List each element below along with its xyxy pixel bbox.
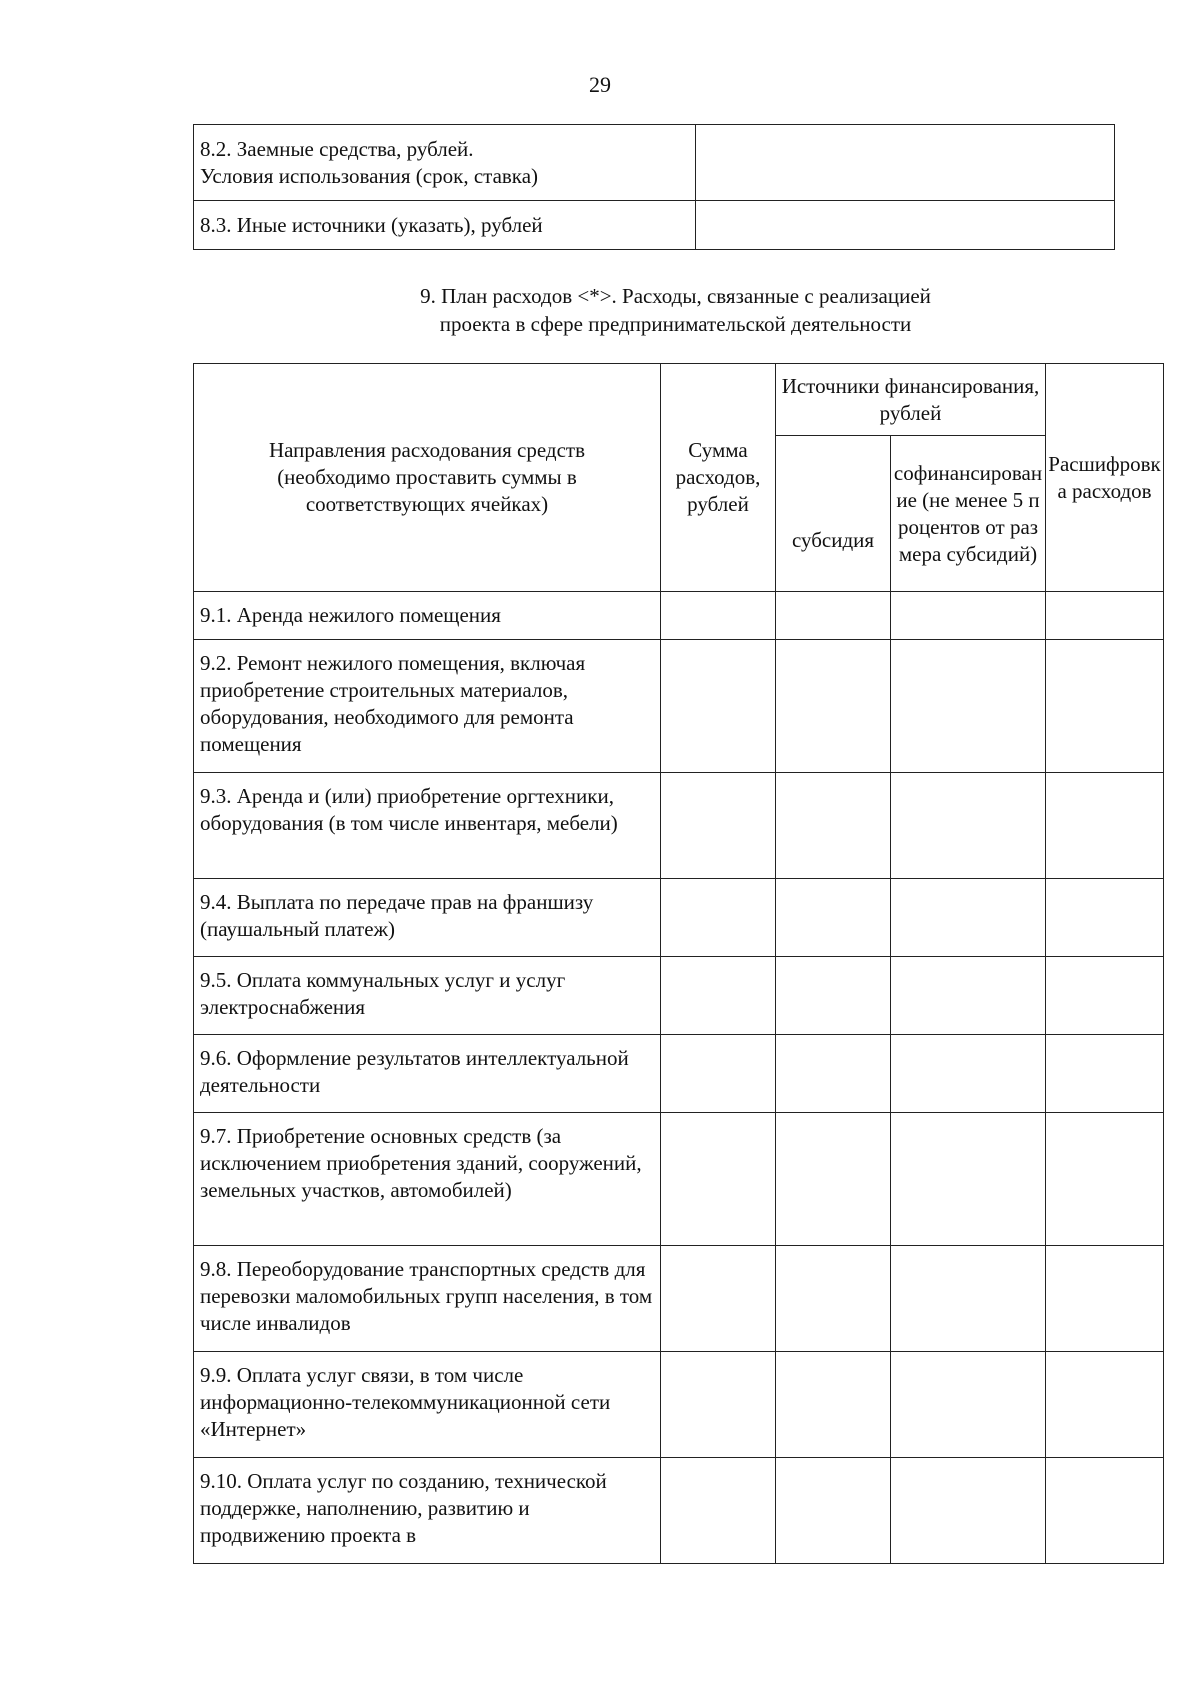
header-directions: Направления расходования средств (необходимо проставить суммы в соответствующих ячейках) [194,364,661,592]
breakdown-cell[interactable] [1046,1035,1164,1113]
sum-cell[interactable] [661,592,776,640]
expense-direction-label: 9.9. Оплата услуг связи, в том числе информационно-телекоммуникационной сети «Интернет» [194,1352,661,1458]
cofinancing-cell[interactable] [891,957,1046,1035]
sum-cell[interactable] [661,1246,776,1352]
section-title [193,282,1158,338]
section-title-line: 9. План расходов <*>. Расходы, связанные с реализацией [420,284,931,308]
sum-cell[interactable] [661,879,776,957]
breakdown-cell[interactable] [1046,592,1164,640]
page-number: 29 [589,72,611,97]
row-label-line: 8.2. Заемные средства, рублей. [200,136,474,161]
subsidy-cell[interactable] [776,773,891,879]
breakdown-cell[interactable] [1046,1458,1164,1564]
row-label-line: Условия использования (срок, ставка) [200,163,539,188]
cofinancing-cell[interactable] [891,592,1046,640]
cofinancing-cell[interactable] [891,1458,1046,1564]
sum-cell[interactable] [661,957,776,1035]
breakdown-cell[interactable] [1046,640,1164,773]
header-breakdown: Расшифровка расходов [1046,364,1164,592]
table-row [194,1113,1164,1246]
sum-cell[interactable] [661,1035,776,1113]
subsidy-cell[interactable] [776,1458,891,1564]
table-row [194,592,1164,640]
expense-direction-label: 9.1. Аренда нежилого помещения [194,592,661,640]
header-funding: Источники финансирования, рублей [776,364,1046,436]
expense-direction-label: 9.6. Оформление результатов интеллектуальной деятельности [194,1035,661,1113]
value-cell[interactable] [696,125,1115,201]
table-row [194,125,1115,201]
header-cofinancing: софинансирование (не менее 5 процентов от размера субсидий) [891,436,1046,592]
header-row [194,364,1164,436]
breakdown-cell[interactable] [1046,773,1164,879]
table-row [194,640,1164,773]
table-row [194,957,1164,1035]
breakdown-cell[interactable] [1046,957,1164,1035]
table-row [194,1352,1164,1458]
value-cell[interactable] [696,201,1115,250]
subsidy-cell[interactable] [776,1035,891,1113]
table-row [194,773,1164,879]
breakdown-cell[interactable] [1046,1352,1164,1458]
expense-plan-table [193,363,1164,1564]
breakdown-cell[interactable] [1046,1113,1164,1246]
subsidy-cell[interactable] [776,1113,891,1246]
expense-direction-label: 9.2. Ремонт нежилого помещения, включая приобретение строительных материалов, оборудования, необходимого для ремонта помещения [194,640,661,773]
subsidy-cell[interactable] [776,957,891,1035]
expense-direction-label: 9.3. Аренда и (или) приобретение оргтехники, оборудования (в том числе инвентаря, мебели) [194,773,661,879]
cofinancing-cell[interactable] [891,1352,1046,1458]
header-sum: Сумма расходов, рублей [661,364,776,592]
section-title-line: проекта в сфере предпринимательской деятельности [439,312,912,336]
row-label [194,125,696,201]
sum-cell[interactable] [661,640,776,773]
subsidy-cell[interactable] [776,1352,891,1458]
table-row [194,1458,1164,1564]
cofinancing-cell[interactable] [891,1246,1046,1352]
table-row [194,879,1164,957]
subsidy-cell[interactable] [776,1246,891,1352]
breakdown-cell[interactable] [1046,1246,1164,1352]
table-row [194,1035,1164,1113]
expense-direction-label: 9.8. Переоборудование транспортных средств для перевозки маломобильных групп населения, в том числе инвалидов [194,1246,661,1352]
expense-direction-label: 9.7. Приобретение основных средств (за исключением приобретения зданий, сооружений, земельных участков, автомобилей) [194,1113,661,1246]
cofinancing-cell[interactable] [891,1035,1046,1113]
sum-cell[interactable] [661,1458,776,1564]
sum-cell[interactable] [661,1352,776,1458]
sum-cell[interactable] [661,1113,776,1246]
expense-direction-label: 9.4. Выплата по передаче прав на франшизу (паушальный платеж) [194,879,661,957]
cofinancing-cell[interactable] [891,640,1046,773]
cofinancing-cell[interactable] [891,879,1046,957]
expense-direction-label: 9.5. Оплата коммунальных услуг и услуг электроснабжения [194,957,661,1035]
funding-sources-table [193,124,1115,250]
subsidy-cell[interactable] [776,879,891,957]
table-row [194,201,1115,250]
expense-rows [194,592,1164,1564]
cofinancing-cell[interactable] [891,1113,1046,1246]
table-row [194,1246,1164,1352]
row-label: 8.3. Иные источники (указать), рублей [194,201,696,250]
sum-cell[interactable] [661,773,776,879]
subsidy-cell[interactable] [776,592,891,640]
breakdown-cell[interactable] [1046,879,1164,957]
cofinancing-cell[interactable] [891,773,1046,879]
expense-direction-label: 9.10. Оплата услуг по созданию, технической поддержке, наполнению, развитию и продвижению проекта в [194,1458,661,1564]
subsidy-cell[interactable] [776,640,891,773]
header-subsidy: субсидия [776,436,891,592]
